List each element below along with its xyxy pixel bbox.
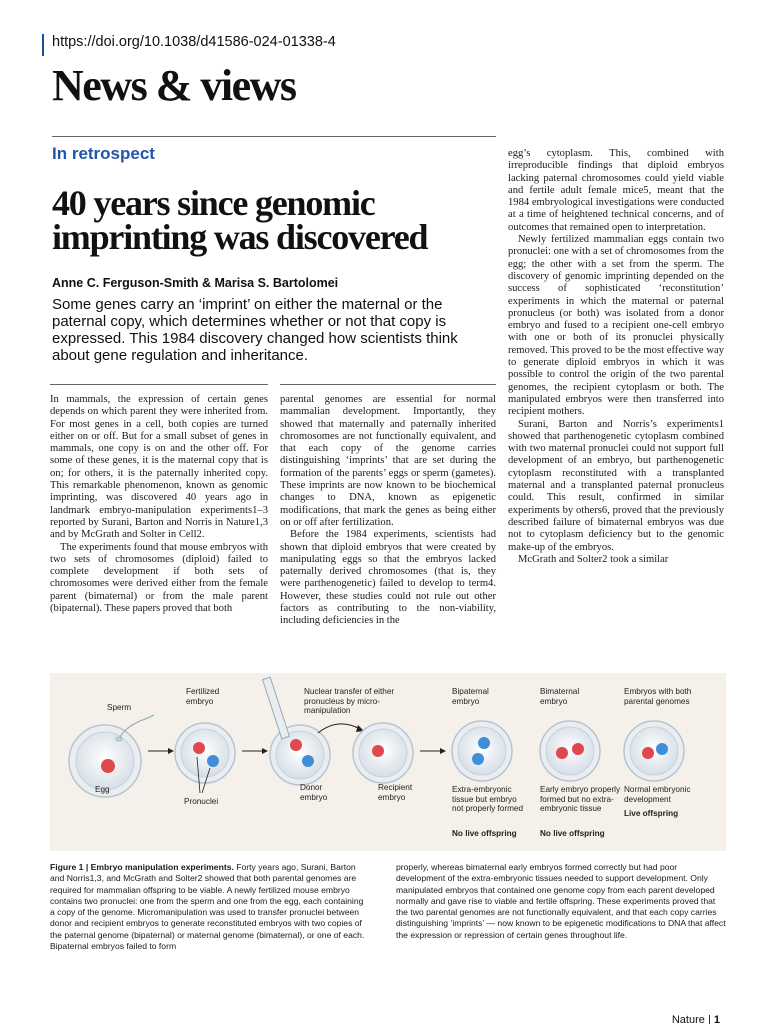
label-nuclear-transfer: Nuclear transfer of either pronucleus by micro-manipulation [304,687,395,715]
doi-accent-bar [42,34,44,56]
kicker-rule [52,136,496,137]
egg-cell [69,715,154,797]
arrow-icon [242,748,268,754]
column-rule-2 [280,384,496,385]
arrow-icon [420,748,446,754]
body-paragraph: Newly fertilized mammalian eggs contain two pronuclei: one with a set of chromosomes from the egg; the other with a set from the sperm. The discovery of genomic imprinting depended on the success of sophisticated ‘reconstitution’ experiments in which the maternal or paternal pronucleus (or both) was isolated from a donor embryo and fused to a recipient one-cell embryo with one or both of its pronuclei physically removed. This proved to be the most effective way to generate diploid embryos in which it was possible to control the origin of the two parental genomes, the recipient cytoplasm or both. The manipulated embryos were then transferred into recipient mothers. [508,234,724,418]
body-paragraph: The experiments found that mouse embryos with two sets of chromosomes (diploid) failed to complete development if both sets of chromosomes were derived either from the female parent (bimaternal) or from the male parent (bipaternal). These papers proved that both [50,541,268,615]
body-paragraph: In mammals, the expression of certain genes depends on which parent they were inherited from. For most genes in a cell, both copies are turned either on or off. But for a small subset of genes in mammals, one copy is on and the other off. For some of these genes, it is the maternal copy that is on; for others, it is the paternally inherited copy. This remarkable phenomenon, known as genomic imprinting, was discovered 40 years ago in landmark embryo-manipulation experiments1–3 reported by Surani, Barton and Norris in Nature1,3 and by McGrath and Solter in Cell2. [50,394,268,541]
recipient-embryo [353,723,413,783]
label-egg: Egg [95,785,110,794]
page-footer: Nature | 1 [671,1014,720,1024]
body-column-1 [50,394,268,615]
fertilized-embryo [175,723,235,783]
article-authors: Anne C. Ferguson-Smith & Marisa S. Bartolomei [52,276,339,290]
label-pronuclei: Pronuclei [184,797,219,806]
label-both-outcome: Normal embryonic development [624,785,691,804]
section-title: News & views [52,61,296,110]
body-paragraph: parental genomes are essential for normal mammalian development. Importantly, they showed that maternally and paternally inherited chromosomes are not functionally equivalent, and that each copy of the genome carries distinguishing ‘imprints’ that are set during the formation of the parents’ eggs or sperm (gametes). These imprints are now known to be biochemical changes to DNA, known as epigenetic modifications, that mark the genes as being either on or off after fertilization. [280,394,496,528]
bipaternal-embryo [452,721,512,781]
body-column-2 [280,394,496,628]
article-headline: 40 years since genomic imprinting was discovered [52,183,428,257]
body-paragraph: Before the 1984 experiments, scientists had shown that diploid embryos that were created by manipulating eggs so that the embryos lacked paternally derived chromosomes (that is, they were parthenogenetic) failed to develop to term4. However, these studies could not rule out other factors as contributing to the non-viability, including deficiencies in the [280,529,496,627]
article-standfirst: Some genes carry an ‘imprint’ on either the maternal or the paternal copy, which determines whether or not that copy is expressed. This 1984 discovery changed how scientists think about gene regulation and inheritance. [52,296,458,364]
body-column-3 [508,148,724,566]
label-bipaternal-outcome: Extra-embryonic tissue but embryo not properly formed [452,785,523,813]
caption-head: Figure 1 | Embryo manipulation experiments. [50,862,234,872]
maternal-pronucleus-icon [101,759,115,773]
label-bipaternal: Bipaternal embryo [452,687,489,706]
column-rule-1 [50,384,268,385]
label-bimaternal: Bimaternal embryo [540,687,580,706]
arrow-icon [148,748,174,754]
page-number: 1 [713,1014,720,1024]
doi-link[interactable]: https://doi.org/10.1038/d41586-024-01338-4 [52,34,336,50]
figure-caption-1 [50,862,366,952]
label-live: Live offspring [624,809,679,818]
body-paragraph: Surani, Barton and Norris’s experiments1 showed that parthenogenetic cytoplasm combined with two maternal pronuclei could not support full development of an embryo, but parthenogenetic cytoplasm reconstituted with a transplanted maternal and a transplanted paternal pronucleus could. This result, confirmed in similar experiments by others6, proved that the previously described failure of bimaternal embryos was due not to cytoplasm deficiency but to the genomic make-up of the embryos. [508,418,724,553]
arrow-icon [318,724,360,733]
label-no-live-2: No live offspring [540,829,605,838]
body-paragraph: McGrath and Solter2 took a similar [518,553,669,565]
label-donor: Donor embryo [300,783,328,802]
figure-caption-2: properly, whereas bimaternal early embryos formed correctly but had poor development of the extra-embryonic tissues needed to support development. Only manipulated embryos that contained one genome copy from each parent developed normally and gave rise to viable and fertile offspring. These experiments proved that the two parental genomes are not functionally equivalent, and that each copy carries distinguishing ‘imprints’ — now known to be epigenetic modifications to DNA that affect the expression or repression of certain genes throughout life. [396,862,726,940]
bimaternal-embryo [540,721,600,781]
label-sperm: Sperm [107,703,132,712]
label-both: Embryos with both parental genomes [624,687,692,706]
journal-name: Nature [671,1014,705,1024]
article-kicker: In retrospect [52,144,155,163]
label-recipient: Recipient embryo [378,783,413,802]
figure-1 [50,673,726,851]
label-bimaternal-outcome: Early embryo properly formed but no extra-embryonic tissue [540,785,621,813]
caption-text: Forty years ago, Surani, Barton and Norris1,3, and McGrath and Solter2 showed that both parental genomes are required for mammalian offspring to be viable. A newly fertilized mouse embryo contains two pronuclei: one from the sperm and one from the egg, each containing a copy of the genome. Micromanipulation was used to transfer pronuclei between donor and recipient embryos to generate reconstituted embryos with two copies of the paternal genome (bipaternal) or maternal genome (bimaternal), or one of each. Bipaternal embryos failed to form [50,862,365,952]
label-no-live-1: No live offspring [452,829,517,838]
micropipette-icon [263,677,290,738]
body-paragraph: egg’s cytoplasm. This, combined with irreproducible findings that diploid embryos lacking paternal chromosomes could yield viable and fertile adult female mice5, meant that the 1984 embryological investigations were conducted at a time of heightened technical concerns, and of outcomes that remained open to interpretation. [508,148,724,233]
label-fertilized: Fertilized embryo [186,687,220,706]
both-genomes-embryo [624,721,684,781]
